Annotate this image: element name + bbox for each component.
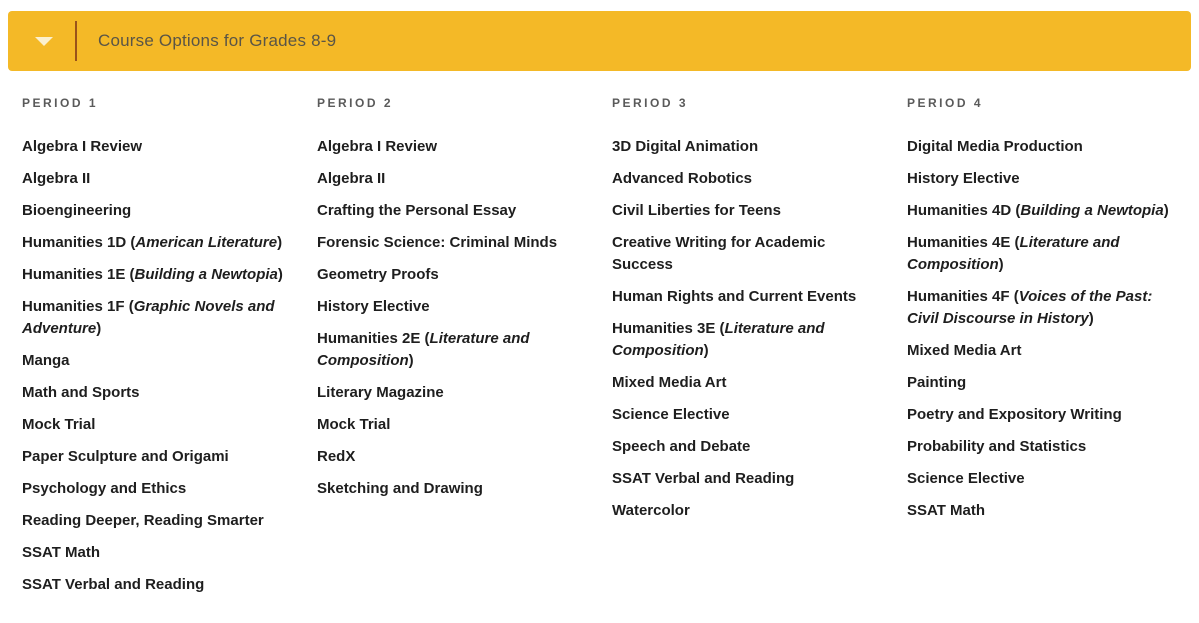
course-name: Mock Trial [22,416,96,433]
course-item [907,372,1178,394]
course-name: Paper Sculpture and Origami [22,448,229,465]
period-label: PERIOD 4 [907,96,984,110]
course-name-close: ) [277,266,283,283]
course-item [317,328,588,372]
course-name: Humanities 1F ( [22,298,134,315]
course-name: Science Elective [612,406,730,423]
course-name: Advanced Robotics [612,170,753,187]
course-name: Painting [907,374,967,391]
course-name: Creative Writing for Academic Success [612,234,826,273]
course-name: Mixed Media Art [612,374,727,391]
course-list [317,136,588,500]
course-name: SSAT Math [907,502,986,519]
course-item [612,500,883,522]
course-item [907,232,1178,276]
period-column [22,96,293,606]
header-divider [75,21,77,61]
period-column [612,96,883,606]
course-name-close: ) [998,256,1004,273]
course-item [22,232,293,254]
course-name: Humanities 4F ( [907,288,1019,305]
course-name: Humanities 4E ( [907,234,1020,251]
course-name: Poetry and Expository Writing [907,406,1122,423]
course-name: Reading Deeper, Reading Smarter [22,512,264,529]
course-item [907,200,1178,222]
course-list [22,136,293,596]
course-name: Civil Liberties for Teens [612,202,781,219]
course-item [22,296,293,340]
course-item [612,200,883,222]
period-column [317,96,588,606]
course-item [317,168,588,190]
course-item [907,468,1178,490]
course-name: Algebra II [317,170,386,187]
course-name: Mixed Media Art [907,342,1022,359]
course-item [612,468,883,490]
course-item [317,232,588,254]
course-item [907,340,1178,362]
course-item [612,136,883,158]
course-item [317,382,588,404]
course-item [612,404,883,426]
course-item [907,500,1178,522]
course-name-close: ) [408,352,414,369]
course-name-close: ) [277,234,283,251]
course-name-close: ) [1163,202,1169,219]
course-item [22,542,293,564]
period-column [907,96,1178,606]
period-label: PERIOD 3 [612,96,689,110]
course-item [907,168,1178,190]
period-label: PERIOD 2 [317,96,394,110]
course-item [612,286,883,308]
course-name: Humanities 3E ( [612,320,725,337]
course-name: Math and Sports [22,384,140,401]
caret-down-icon[interactable] [35,37,53,46]
course-name: Humanities 1D ( [22,234,136,251]
course-item [907,286,1178,330]
course-name: Humanities 1E ( [22,266,135,283]
course-subtitle-italic: Literature and Composition [317,330,530,369]
course-name: Forensic Science: Criminal Minds [317,234,558,251]
course-name: Algebra I Review [22,138,143,155]
course-name: Literary Magazine [317,384,444,401]
course-item [612,436,883,458]
course-subtitle-italic: Building a Newtopia [1020,202,1164,219]
course-subtitle-italic: Graphic Novels and Adventure [22,298,275,337]
course-name: Geometry Proofs [317,266,439,283]
period-label: PERIOD 1 [22,96,99,110]
course-subtitle-italic: American Literature [135,234,278,251]
course-item [22,350,293,372]
course-name: Probability and Statistics [907,438,1087,455]
course-item [907,436,1178,458]
course-item [22,382,293,404]
course-item [317,296,588,318]
course-list [612,136,883,522]
course-name: Watercolor [612,502,690,519]
course-item [22,264,293,286]
course-name: Sketching and Drawing [317,480,483,497]
course-item [612,232,883,276]
course-name: SSAT Verbal and Reading [612,470,795,487]
course-name: SSAT Math [22,544,101,561]
course-item [612,318,883,362]
course-name: Bioengineering [22,202,132,219]
course-item [22,136,293,158]
course-name: Science Elective [907,470,1025,487]
course-name: Manga [22,352,70,369]
course-subtitle-italic: Literature and Composition [612,320,825,359]
course-name: Mock Trial [317,416,391,433]
course-item [22,478,293,500]
course-name: Algebra I Review [317,138,438,155]
course-item [317,200,588,222]
course-name: History Elective [907,170,1020,187]
course-name-close: ) [703,342,709,359]
course-item [22,510,293,532]
course-name-close: ) [96,320,102,337]
course-item [22,168,293,190]
course-name: Humanities 4D ( [907,202,1021,219]
course-name: Digital Media Production [907,138,1083,155]
course-subtitle-italic: Building a Newtopia [134,266,278,283]
course-name: Psychology and Ethics [22,480,187,497]
course-subtitle-italic: Literature and Composition [907,234,1120,273]
course-item [317,136,588,158]
course-name: History Elective [317,298,430,315]
course-item [612,372,883,394]
course-item [317,414,588,436]
accordion-title: Course Options for Grades 8-9 [98,31,337,50]
course-item [22,574,293,596]
course-name: Speech and Debate [612,438,751,455]
course-item [22,200,293,222]
course-item [317,478,588,500]
course-list [907,136,1178,522]
course-name: Humanities 2E ( [317,330,430,347]
course-item [907,136,1178,158]
course-name: 3D Digital Animation [612,138,759,155]
course-item [907,404,1178,426]
course-name: Algebra II [22,170,91,187]
course-item [612,168,883,190]
course-name: Human Rights and Current Events [612,288,857,305]
course-item [22,446,293,468]
accordion-header-course-options[interactable] [8,11,1191,71]
course-subtitle-italic: Voices of the Past: Civil Discourse in History [907,288,1153,327]
course-name: RedX [317,448,356,465]
course-name: Crafting the Personal Essay [317,202,517,219]
course-item [22,414,293,436]
course-name: SSAT Verbal and Reading [22,576,205,593]
course-item [317,446,588,468]
course-item [317,264,588,286]
periods-grid [22,96,1178,606]
course-name-close: ) [1088,310,1094,327]
